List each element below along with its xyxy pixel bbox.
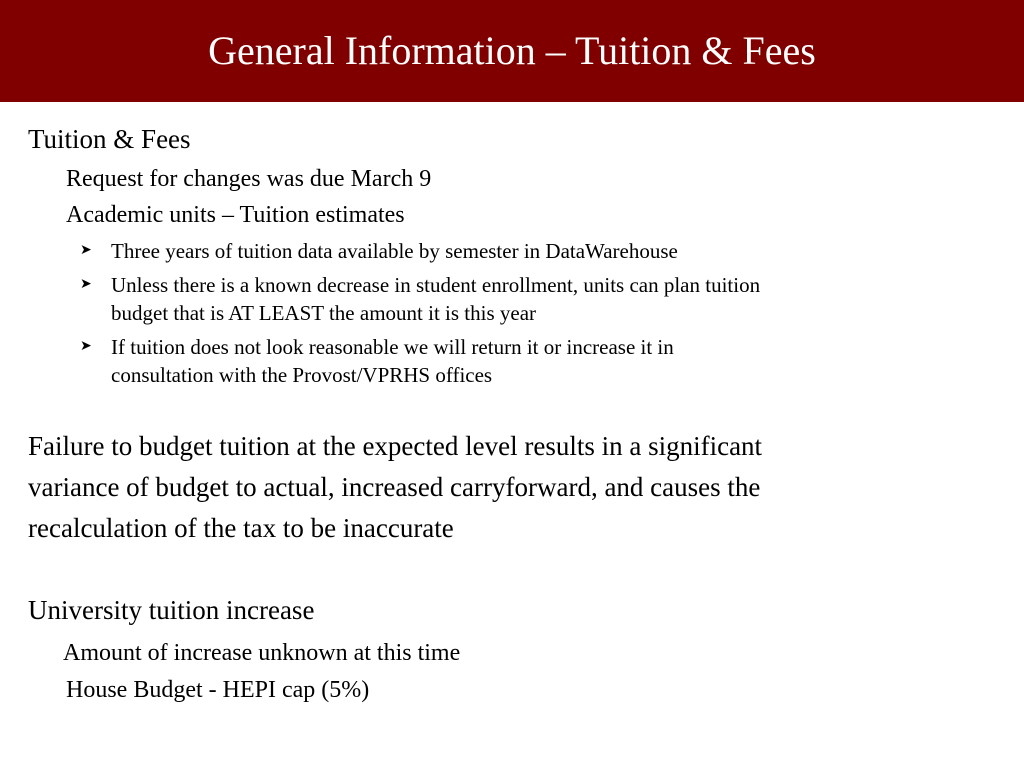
section-heading-tuition-increase: University tuition increase <box>28 595 315 625</box>
paragraph-line: Failure to budget tuition at the expected level results in a significant <box>28 431 763 461</box>
title-bar <box>0 0 1024 102</box>
arrowhead-bullet-icon: ➤ <box>80 339 92 354</box>
bullet-item-line: consultation with the Provost/VPRHS offices <box>111 363 493 387</box>
section-heading-tuition-fees: Tuition & Fees <box>28 124 191 154</box>
arrowhead-bullet-icon: ➤ <box>80 277 92 292</box>
bullet-item-line: Three years of tuition data available by semester in DataWarehouse <box>111 239 678 263</box>
sub-item-amount-unknown: Amount of increase unknown at this time <box>63 640 461 666</box>
failure-paragraph <box>28 426 998 549</box>
bullet-item-tuition-data <box>111 237 1001 265</box>
bullet-item-line: If tuition does not look reasonable we will return it or increase it in <box>111 335 674 359</box>
bullet-item-reasonable <box>111 333 1001 389</box>
sub-item-request-changes: Request for changes was due March 9 <box>66 166 432 192</box>
slide-title: General Information – Tuition & Fees <box>208 28 816 73</box>
sub-item-house-budget: House Budget - HEPI cap (5%) <box>66 677 370 703</box>
bullet-item-enrollment <box>111 271 1001 327</box>
bullet-item-line: budget that is AT LEAST the amount it is this year <box>111 301 537 325</box>
bullet-item-line: Unless there is a known decrease in student enrollment, units can plan tuition <box>111 273 761 297</box>
sub-item-academic-units: Academic units – Tuition estimates <box>66 202 405 228</box>
paragraph-line: recalculation of the tax to be inaccurate <box>28 513 454 543</box>
paragraph-line: variance of budget to actual, increased carryforward, and causes the <box>28 472 761 502</box>
arrowhead-bullet-icon: ➤ <box>80 243 92 258</box>
